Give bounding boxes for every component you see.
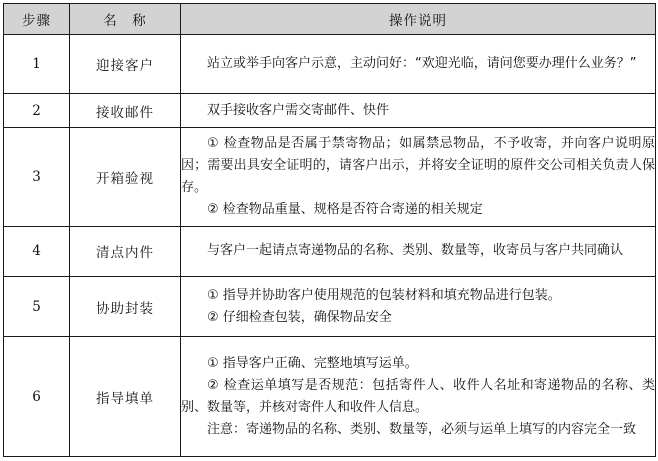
row-step-number: 2 — [4, 94, 70, 128]
row-step-name: 接收邮件 — [70, 94, 181, 128]
row-description — [181, 94, 656, 128]
row-description — [181, 226, 656, 276]
description-line: ① 指导并协助客户使用规范的包装材料和填充物品进行包装。 — [207, 287, 561, 303]
row-step-name: 迎接客户 — [70, 35, 181, 94]
table-row — [4, 94, 656, 128]
header-description: 操作说明 — [181, 4, 656, 35]
description-line: ② 仔细检查包装，确保物品安全 — [207, 309, 392, 325]
description-line: 与客户一起请点寄递物品的名称、类别、数量等，收寄员与客户共同确认 — [207, 243, 624, 259]
description-line: 注意：寄递物品的名称、类别、数量等，必须与运单上填写的内容完全一致 — [207, 421, 637, 437]
procedure-table — [3, 3, 656, 457]
row-step-number: 3 — [4, 128, 70, 226]
row-description — [181, 277, 656, 337]
row-step-number: 1 — [4, 35, 70, 94]
row-description — [181, 337, 656, 457]
description-line: ① 检查物品是否属于禁寄物品；如属禁忌物品，不予收寄，并向客户说明原因；需要出具安全证明的，请客户出示，并将安全证明的原件交公司相关负责人保存。 — [181, 136, 655, 196]
description-line: 双手接收客户需交寄邮件、快件 — [207, 102, 390, 118]
row-step-number: 5 — [4, 277, 70, 337]
table-row — [4, 128, 656, 226]
row-step-name: 开箱验视 — [70, 128, 181, 226]
row-step-number: 4 — [4, 226, 70, 276]
description-line: ① 指导客户正确、完整地填写运单。 — [207, 355, 418, 371]
header-name: 名 称 — [70, 4, 181, 35]
description-line: ② 检查运单填写是否规范：包括寄件人、收件人名址和寄递物品的名称、类别、数量等，并核对寄件人和收件人信息。 — [181, 377, 655, 415]
table-row — [4, 226, 656, 276]
row-description — [181, 128, 656, 226]
table-header-row — [4, 4, 656, 35]
row-step-name: 协助封装 — [70, 277, 181, 337]
header-step: 步骤 — [4, 4, 70, 35]
row-step-name: 清点内件 — [70, 226, 181, 276]
description-line: 站立或举手向客户示意，主动问好：“欢迎光临，请问您要办理什么业务？” — [207, 56, 637, 72]
description-line: ② 检查物品重量、规格是否符合寄递的相关规定 — [207, 202, 483, 218]
table-row — [4, 35, 656, 94]
row-step-name: 指导填单 — [70, 337, 181, 457]
table-row — [4, 337, 656, 457]
row-step-number: 6 — [4, 337, 70, 457]
row-description — [181, 35, 656, 94]
table-row — [4, 277, 656, 337]
